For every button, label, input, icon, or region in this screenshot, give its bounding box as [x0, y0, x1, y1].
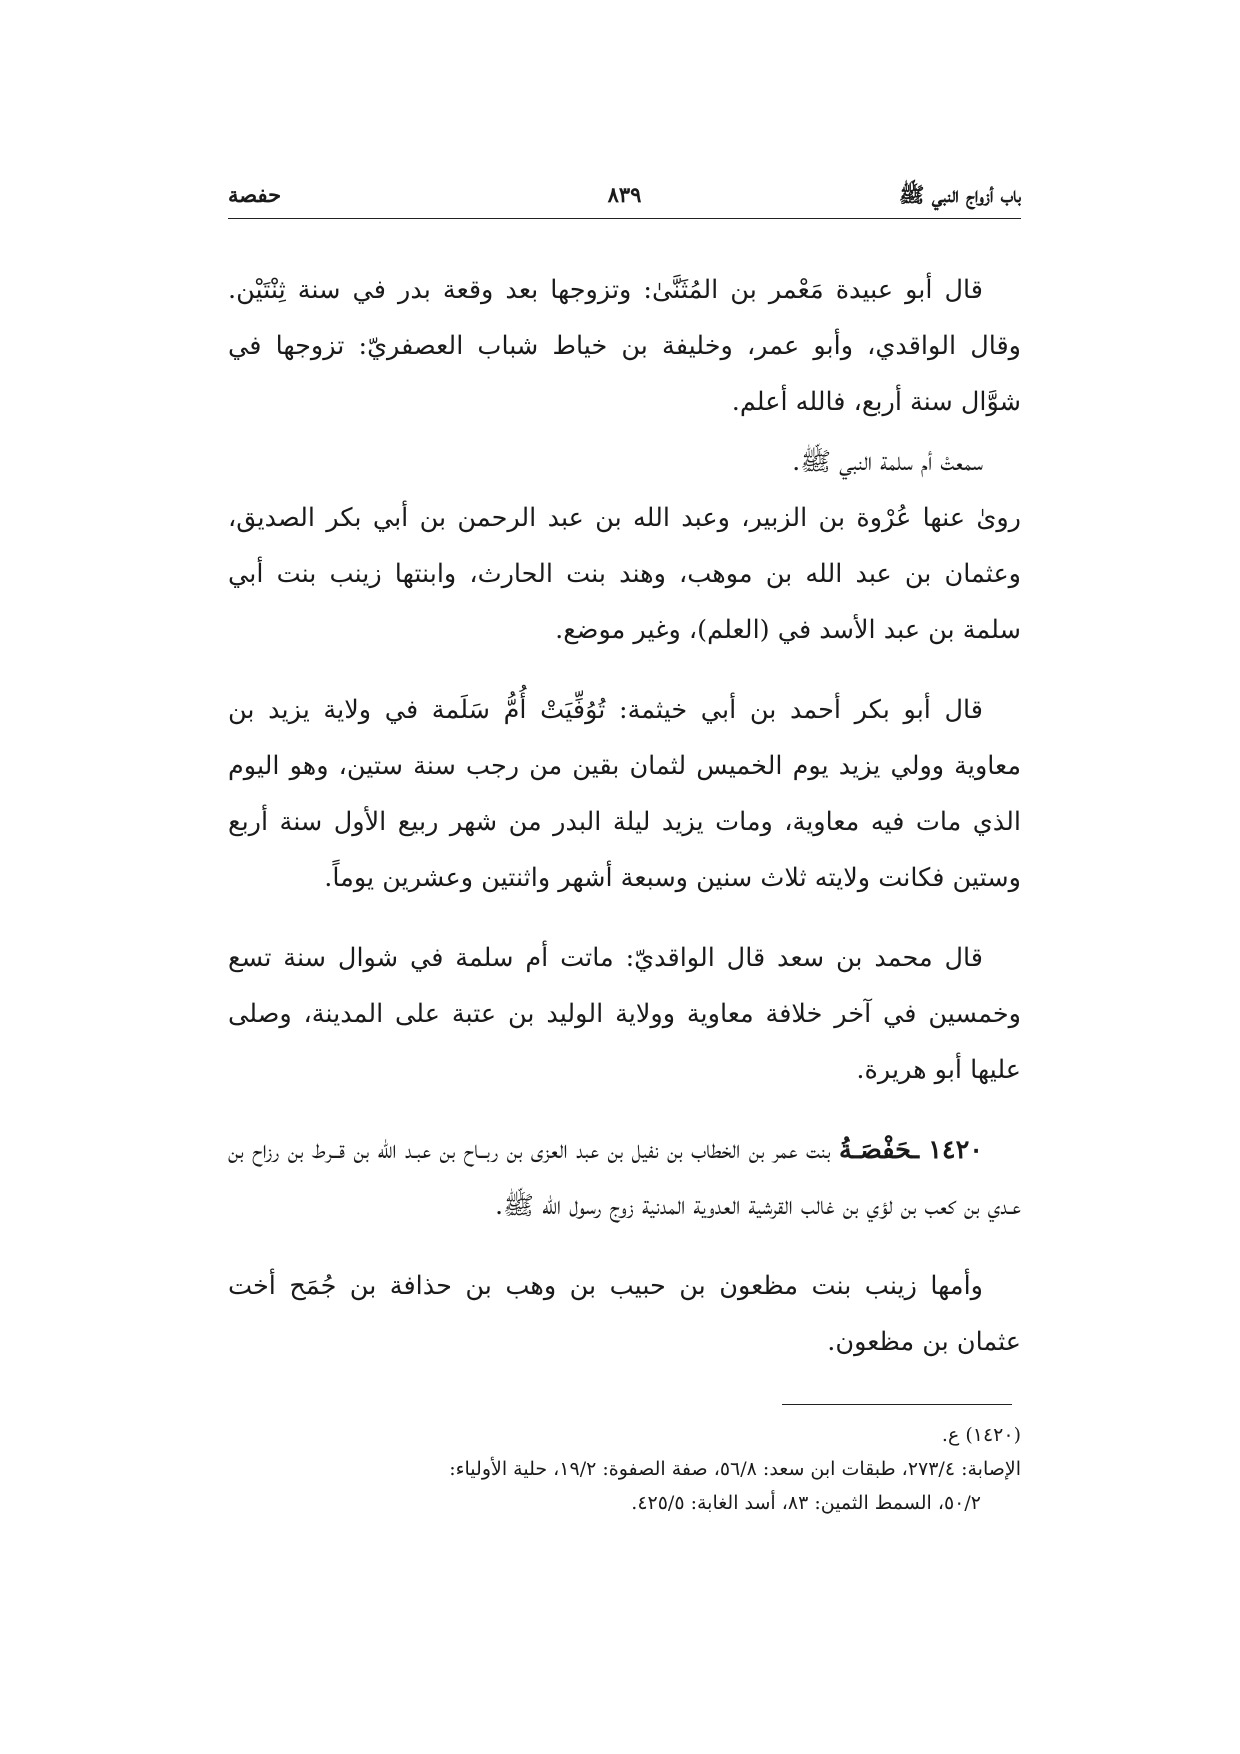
section-title: حفصة: [228, 182, 282, 207]
footnote-sources-line1: الإصابة: ٢٧٣/٤، طبقات ابن سعد: ٥٦/٨، صفة الصفوة: ١٩/٢، حلية الأولياء:: [449, 1458, 1021, 1480]
entry-name: حَفْصَـةُ: [838, 1135, 912, 1165]
footnote-ref: (١٤٢٠) ع.: [941, 1424, 1021, 1446]
page-number: ٨٣٩: [607, 182, 642, 207]
entry-hafsa: [228, 1122, 1021, 1234]
footnote-sources-line2: ٥٠/٢، السمط الثمين: ٨٣، أسد الغابة: ٤٢٥/٥.: [631, 1492, 981, 1514]
footnote-divider: [782, 1404, 1012, 1405]
paragraph-narrators: روىٰ عنها عُرْوة بن الزبير، وعبد الله بن عبد الرحمن بن أبي بكر الصديق، وعثمان بن عبد الله بن موهب، وهند بنت الحارث، وابنتها زينب بنت أبي سلمة بن عبد الأسد في (العلم)، وغير موضع.: [228, 503, 1021, 645]
main-text: [228, 262, 1021, 1370]
paragraph-mother: وأمها زينب بنت مظعون بن حبيب بن وهب بن حذافة بن جُمَح أخت عثمان بن مظعون.: [228, 1271, 1021, 1357]
footnotes: [228, 1418, 1021, 1520]
paragraph-death-waqidi: قال محمد بن سعد قال الواقديّ: ماتت أم سلمة في شوال سنة تسع وخمسين في آخر خلافة معاوية وولاية الوليد بن عتبة على المدينة، وصلى عليها أبو هريرة.: [228, 943, 1021, 1085]
entry-lineage: بنت عمر بن الخطاب بن نفيل بن عبد العزى بن ربــاح بن عبـد الله بن قــرط بن رزاح بن عـدي بن كعب بن لؤي بن غالب القرشية العدوية المدنية زوج رسول الله ﷺ.: [228, 1135, 1021, 1221]
paragraph-heard: سمعتْ أم سلمة النبي ﷺ.: [792, 447, 983, 477]
chapter-title: باب أزواج النبي ﷺ: [899, 182, 1021, 207]
running-header: [228, 178, 1021, 219]
entry-number: ١٤٢٠ ـ: [911, 1135, 983, 1165]
paragraph-marriage-date: قال أبو عبيدة مَعْمر بن المُثَنَّىٰ: وتزوجها بعد وقعة بدر في سنة ثِنْتَيْن. وقال الواقدي، وأبو عمر، وخليفة بن خياط شباب العصفريّ: تزوجها في شوَّال سنة أربع، فالله أعلم.: [228, 275, 1021, 417]
paragraph-death-khaythama: قال أبو بكر أحمد بن أبي خيثمة: تُوُفِّيَتْ أُمُّ سَلَمة في ولاية يزيد بن معاوية وولي يزيد يوم الخميس لثمان بقين من رجب سنة ستين، وهو اليوم الذي مات فيه معاوية، ومات يزيد ليلة البدر من شهر ربيع الأول سنة أربع وستين فكانت ولايته ثلاث سنين وسبعة أشهر واثنتين وعشرين يوماً.: [228, 695, 1021, 893]
